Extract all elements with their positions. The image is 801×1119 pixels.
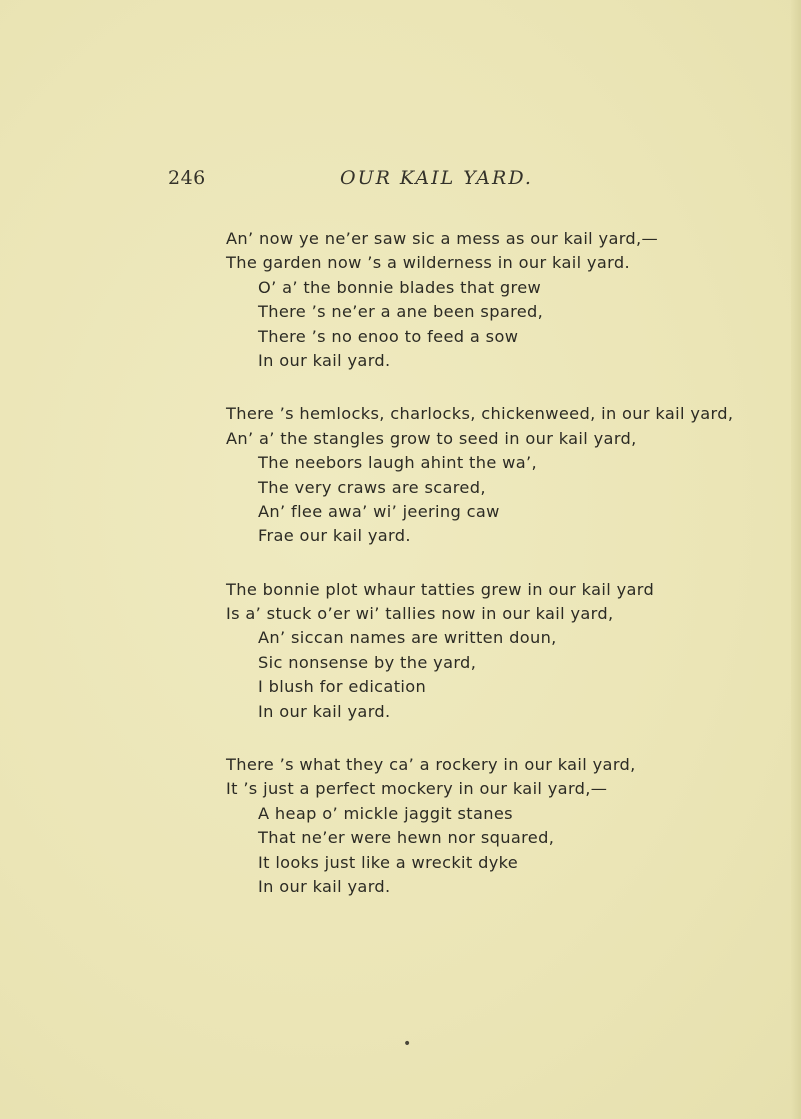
poem-line: It ’s just a perfect mockery in our kail yard,— — [226, 779, 608, 799]
poem-line: An’ a’ the stangles grow to seed in our kail yard, — [226, 428, 637, 448]
stanza — [0, 578, 801, 724]
stanza — [0, 227, 801, 373]
poem-line: An’ now ye ne’er saw sic a mess as our kail yard,— — [226, 229, 659, 248]
poem-line: An’ flee awa’ wi’ jeering caw — [258, 501, 500, 521]
page-header — [0, 167, 801, 197]
poem-line: The bonnie plot whaur tatties grew in our kail yard — [226, 579, 655, 599]
poem-line: Frae our kail yard. — [258, 526, 411, 546]
stanza — [0, 753, 801, 899]
poem-line: An’ siccan names are written doun, — [258, 628, 557, 648]
stanza — [0, 402, 801, 548]
poem-line: There ’s ne’er a ane been spared, — [258, 302, 544, 322]
poem-line: That ne’er were hewn nor squared, — [258, 828, 555, 848]
poem-line: Is a’ stuck o’er wi’ tallies now in our kail yard, — [226, 604, 614, 624]
poem-line: In our kail yard. — [258, 701, 391, 721]
poem-line: There ’s hemlocks, charlocks, chickenweed, in our kail yard, — [226, 404, 734, 424]
poem-line: I blush for edication — [258, 677, 427, 697]
poem-line: There ’s what they ca’ a rockery in our kail yard, — [226, 755, 636, 775]
poem-body — [0, 227, 801, 928]
running-title: OUR KAIL YARD. — [340, 167, 533, 189]
page-number: 246 — [168, 167, 206, 189]
poem-line: The very craws are scared, — [258, 477, 486, 497]
poem-line: There ’s no enoo to feed a sow — [258, 326, 519, 346]
poem-line: Sic nonsense by the yard, — [258, 652, 477, 672]
poem-line: O’ a’ the bonnie blades that grew — [258, 277, 542, 297]
poem-line: In our kail yard. — [258, 876, 391, 896]
ink-speck-decoration: • — [403, 1036, 412, 1052]
poem-line: In our kail yard. — [258, 350, 391, 370]
poem-line: A heap o’ mickle jaggit stanes — [258, 803, 513, 823]
poem-line: The neebors laugh ahint the wa’, — [258, 453, 537, 473]
poem-line: The garden now ’s a wilderness in our kail yard. — [226, 253, 630, 273]
poem-line: It looks just like a wreckit dyke — [258, 852, 519, 872]
